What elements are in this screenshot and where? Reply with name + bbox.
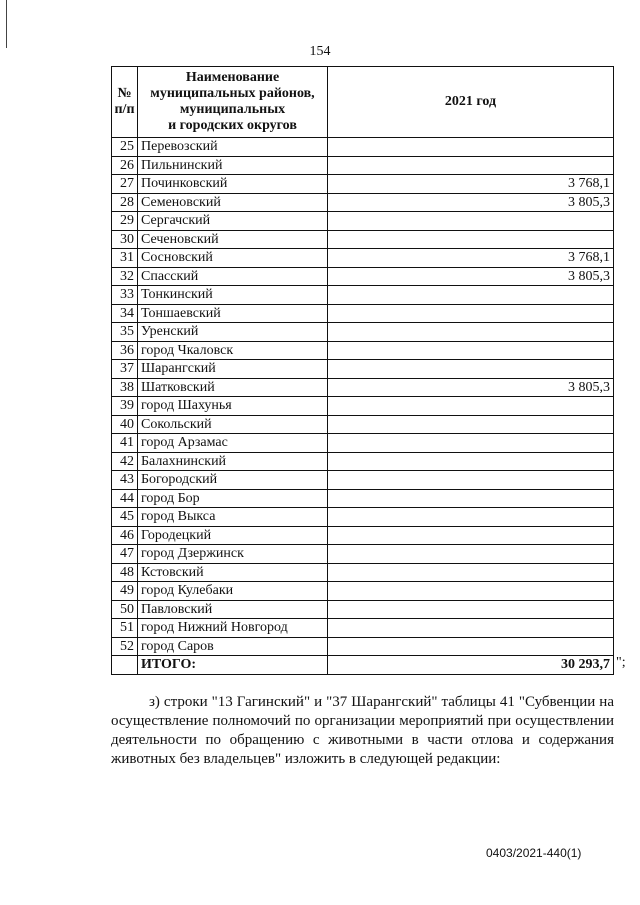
table-body [112, 138, 614, 656]
row-value: 3 768,1 [328, 175, 614, 194]
row-number: 46 [112, 526, 138, 545]
row-name: Семеновский [138, 193, 328, 212]
total-num-cell [112, 656, 138, 675]
row-name: Шатковский [138, 378, 328, 397]
row-value [328, 304, 614, 323]
row-number: 50 [112, 600, 138, 619]
row-name: город Чкаловск [138, 341, 328, 360]
row-number: 42 [112, 452, 138, 471]
subvention-table [111, 66, 614, 675]
row-value [328, 156, 614, 175]
row-value [328, 600, 614, 619]
row-name: Тонкинский [138, 286, 328, 305]
row-value [328, 434, 614, 453]
closing-quote: "; [616, 655, 626, 670]
row-number: 49 [112, 582, 138, 601]
row-name: город Нижний Новгород [138, 619, 328, 638]
row-name: Сосновский [138, 249, 328, 268]
total-row [112, 656, 614, 675]
amendment-text: з) строки "13 Гагинский" и "37 Шарангский" таблицы 41 "Субвенции на осуществление полномочий по организации мероприятий при осуществлении деятельности по обращению с животными в части отлова и содержания животных без владельцев" изложить в следующей редакции: [111, 694, 614, 767]
row-number: 31 [112, 249, 138, 268]
table-row [112, 341, 614, 360]
total-value: 30 293,7 [328, 656, 614, 675]
table-row [112, 323, 614, 342]
row-value [328, 286, 614, 305]
row-name: город Саров [138, 637, 328, 656]
table-row [112, 508, 614, 527]
row-name: Шарангский [138, 360, 328, 379]
header-name [138, 67, 328, 138]
row-number: 33 [112, 286, 138, 305]
table-row [112, 582, 614, 601]
table-row [112, 156, 614, 175]
table-row [112, 600, 614, 619]
row-number: 28 [112, 193, 138, 212]
row-number: 41 [112, 434, 138, 453]
row-value [328, 489, 614, 508]
row-value [328, 341, 614, 360]
row-value [328, 415, 614, 434]
row-number: 27 [112, 175, 138, 194]
row-number: 32 [112, 267, 138, 286]
margin-rule [6, 0, 7, 48]
header-year: 2021 год [328, 67, 614, 138]
row-value [328, 526, 614, 545]
table-row [112, 304, 614, 323]
row-number: 39 [112, 397, 138, 416]
row-name: Сергачский [138, 212, 328, 231]
row-number: 45 [112, 508, 138, 527]
row-value [328, 619, 614, 638]
table-row [112, 545, 614, 564]
table-row [112, 286, 614, 305]
row-name: город Бор [138, 489, 328, 508]
row-name: Сокольский [138, 415, 328, 434]
row-value [328, 471, 614, 490]
row-number: 48 [112, 563, 138, 582]
row-value [328, 360, 614, 379]
table-row [112, 563, 614, 582]
table-header-row [112, 67, 614, 138]
row-value [328, 397, 614, 416]
row-value: 3 805,3 [328, 378, 614, 397]
table-row [112, 434, 614, 453]
row-value [328, 637, 614, 656]
header-name-line: Наименование [185, 70, 280, 85]
table-row [112, 249, 614, 268]
row-value: 3 805,3 [328, 267, 614, 286]
row-value [328, 582, 614, 601]
table-row [112, 397, 614, 416]
table-row [112, 193, 614, 212]
row-number: 52 [112, 637, 138, 656]
table-row [112, 471, 614, 490]
row-name: Спасский [138, 267, 328, 286]
header-name-line: и городских округов [168, 118, 297, 133]
table-row [112, 267, 614, 286]
row-number: 38 [112, 378, 138, 397]
row-name: Павловский [138, 600, 328, 619]
row-name: Тоншаевский [138, 304, 328, 323]
amendment-paragraph [111, 693, 614, 769]
table-row [112, 360, 614, 379]
row-value [328, 563, 614, 582]
row-number: 36 [112, 341, 138, 360]
row-name: Кстовский [138, 563, 328, 582]
table-row [112, 489, 614, 508]
table-row [112, 378, 614, 397]
row-number: 43 [112, 471, 138, 490]
header-name-line: муниципальных районов, [150, 86, 315, 101]
row-name: Пильнинский [138, 156, 328, 175]
row-value [328, 138, 614, 157]
row-name: Починковский [138, 175, 328, 194]
table-row [112, 619, 614, 638]
row-number: 47 [112, 545, 138, 564]
row-name: Уренский [138, 323, 328, 342]
row-number: 25 [112, 138, 138, 157]
table-row [112, 637, 614, 656]
table-row [112, 415, 614, 434]
total-label: ИТОГО: [138, 656, 328, 675]
row-number: 35 [112, 323, 138, 342]
header-name-line: муниципальных [179, 102, 286, 117]
row-number: 26 [112, 156, 138, 175]
table-row [112, 526, 614, 545]
row-name: Сеченовский [138, 230, 328, 249]
row-number: 34 [112, 304, 138, 323]
row-name: город Арзамас [138, 434, 328, 453]
row-name: город Выкса [138, 508, 328, 527]
row-number: 29 [112, 212, 138, 231]
table-row [112, 175, 614, 194]
document-code: 0403/2021-440(1) [486, 846, 582, 860]
row-value: 3 768,1 [328, 249, 614, 268]
row-name: Перевозский [138, 138, 328, 157]
row-name: город Шахунья [138, 397, 328, 416]
row-number: 44 [112, 489, 138, 508]
row-number: 51 [112, 619, 138, 638]
row-name: Балахнинский [138, 452, 328, 471]
page-number: 154 [309, 44, 331, 59]
table-row [112, 452, 614, 471]
table-row [112, 138, 614, 157]
row-number: 37 [112, 360, 138, 379]
row-value: 3 805,3 [328, 193, 614, 212]
row-name: Городецкий [138, 526, 328, 545]
row-value [328, 212, 614, 231]
header-number: № п/п [112, 67, 138, 138]
row-value [328, 230, 614, 249]
row-name: Богородский [138, 471, 328, 490]
row-name: город Кулебаки [138, 582, 328, 601]
table-row [112, 230, 614, 249]
row-number: 40 [112, 415, 138, 434]
row-value [328, 452, 614, 471]
row-number: 30 [112, 230, 138, 249]
row-value [328, 323, 614, 342]
row-value [328, 545, 614, 564]
row-value [328, 508, 614, 527]
table-row [112, 212, 614, 231]
row-name: город Дзержинск [138, 545, 328, 564]
